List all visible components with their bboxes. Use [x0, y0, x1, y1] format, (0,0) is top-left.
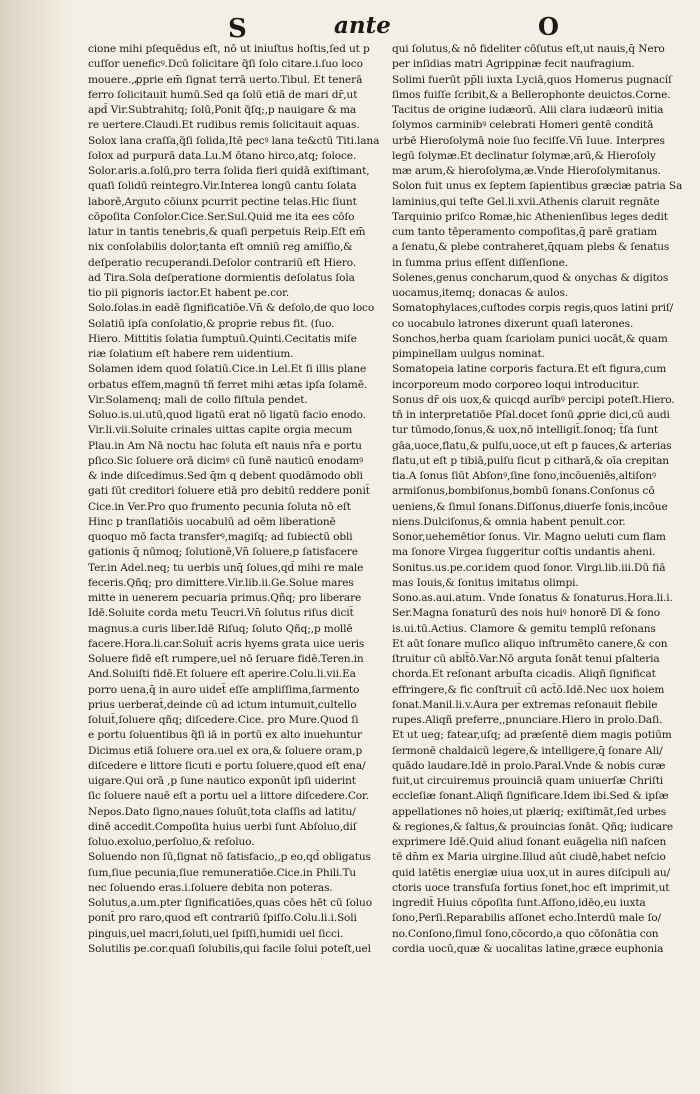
text-line: exprimere Idē.Quid aliud ſonant euāgelia niſi naſcen — [392, 836, 667, 848]
text-line: Hiero. Mittitis ſolatia ſumptuū.Quinti.Cecitatis miſe — [88, 332, 357, 345]
text-line: porro uena,q̄ in auro uidet̄ eſſe ampliſſima,ſarmento — [88, 683, 360, 696]
text-line: per inſidias matri Agrippinæ fecit naufragium. — [392, 58, 635, 71]
text-line: Solon fuit unus ex ſeptem ſapientibus græciæ patria Sa — [392, 180, 683, 193]
text-line: tio pii pignoris iactor.Et habent pe.cor. — [88, 287, 290, 299]
text-line: ſoluo.exoluo,perſoluo,& reſoluo. — [88, 836, 255, 848]
text-line: Sonor,uehemētior ſonus. Vir. Magno ueluti cum flam — [392, 531, 666, 543]
text-line: is.ui.tū.Actius. Clamore & gemitu templū reſonans — [392, 622, 656, 635]
text-line: pinguis,uel macri,ſoluti,uel ſpiſſi,humidi uel ſicci. — [88, 927, 344, 940]
text-line: Solor.aris.a.ſolū,pro terra ſolida fieri quidā exiſtimant, — [88, 165, 370, 177]
text-line: ferro ſolicitauit humū.Sed qa ſolū etiā de mari dr̄,ut — [88, 88, 358, 101]
text-line: ſonat.Manil.li.v.Aura per extremas reſonauit flebile — [392, 698, 658, 711]
text-line: rupes.Aliqñ preferre,,pnunciare.Hiero in prolo.Daſi. — [392, 714, 663, 726]
text-line: laminius,qui teſte Gel.li.xvii.Athenis claruit regnāte — [392, 195, 660, 208]
text-line: niens.Dulciſonus,& omnia habent penult.cor. — [392, 515, 626, 528]
text-line: dinē accedit.Compoſita huius uerbi ſunt Abſoluo,diſ — [88, 820, 357, 833]
text-line: Solutilis pe.cor.quaſi ſolubilis,qui facile ſolui poteſt,uel — [88, 942, 371, 955]
text-line: nix conſolabilis dolor,tanta eſt omniū reg amiſſio,& — [88, 241, 353, 254]
text-line: ma ſonore Virgea ſuggeritur coſtis undantis aheni. — [392, 546, 656, 559]
text-line: Ter.in Adel.neq; tu uerbis unq̄ ſolues,qd̄ mihi re male — [88, 561, 364, 574]
text-line: cum tanto tēperamento compoſitas,q̄ parē gratiam — [392, 226, 657, 238]
text-line: Soluendo non ſū,ſignat nō ſatisfacio,,p eo,qd̄ obligatus — [88, 851, 371, 864]
text-line: cuſſor ueneficꝰ.Dcū ſolicitare q̃ſi ſolo citare.i.ſuo loco — [88, 58, 363, 71]
text-line: laborē,Arguto cōiunx pcurrit pectine telas.Hic ſiunt — [88, 195, 357, 208]
text-line: mitte in uenerem pecuaria primus.Qñq; pro liberare — [88, 592, 362, 604]
text-line: Et aūt ſonare muſico aliquo inſtrumēto canere,& con — [392, 637, 668, 650]
text-line: Solo.ſolas.in eadē ſignificatiōe.Vn̄ & deſolo,de quo loco — [88, 302, 375, 315]
text-line: cione mihi pſequēdus eſt, nō ut iniuſtus hoſtis,ſed ut p — [88, 43, 370, 55]
signature-mark: S — [228, 14, 247, 44]
text-line: ſolymos carminibꝰ celebrati Homeri gentē conditā — [392, 119, 654, 132]
text-line: quādo laudare.Idē in prolo.Paral.Vnde & nobis curæ — [392, 759, 666, 772]
text-line: Tacitus de origine iudæorū. Alii clara iudæorū initia — [392, 104, 664, 116]
text-line: Solatiū ipſa conſolatio,& proprie rebus fit. (ſuo. — [88, 317, 335, 330]
text-line: qui ſolutus,& nō fideliter cōſutus eſt,ut nauis,q̄ Nero — [392, 43, 665, 55]
text-line: Dicimus etiā ſoluere ora.uel ex ora,& ſoluere oram,p — [88, 744, 363, 757]
text-line: Sonitus.us.pe.cor.idem quod ſonor. Virgi.lib.iii.Dū fiā — [392, 561, 666, 574]
text-line: Solox lana craſſa,q̃ſi ſolida,Itē pecꝰ lana te&ctū Titi.lana — [88, 134, 380, 147]
text-line: appellationes nō hoies,ut plæriq; exiſtimāt,ſed urbes — [392, 805, 667, 818]
text-line: legū ſolymæ.Et declinatur ſolymæ,arū,& Hieroſoly — [392, 149, 656, 162]
text-line: apd̄ Vir.Subtrahitq; ſolū,Ponit q̃ſq;,p nauigare & ma — [88, 104, 357, 116]
running-head-word: ante — [334, 12, 391, 39]
text-line: riæ ſolatium eſt habere rem uidentium. — [88, 348, 294, 360]
text-line: quoquo mō facta transferꝰ,magiſq; ad ſubiectū obli — [88, 531, 353, 543]
text-line: quaſi ſolidū reintegro.Vir.Interea longū cantu ſolata — [88, 180, 357, 193]
text-line: ſono,Perſi.Reparabilis aſſonet echo.Interdū male ſo/ — [392, 912, 661, 925]
text-line: tñ in interpretatiōe Pſal.docet ſonū ꝓprie dici,cū audi — [392, 409, 670, 421]
text-line: Sono.as.aui.atum. Vnde ſonatus & ſonaturus.Hora.li.i. — [392, 592, 673, 604]
text-line: Cice.in Ver.Pro quo frumento pecunia ſoluta nō eſt — [88, 500, 351, 513]
text-line: prius uerberat̄,deinde cū ad ictum intumuit,cultello — [88, 698, 357, 711]
text-line: e portu ſoluentibus q̃ſi iā in portū ex alto inuehuntur — [88, 729, 362, 742]
text-line: Solimi fuerūt pp̄li iuxta Lyciā,quos Homerus pugnacíſ — [392, 73, 672, 86]
text-line: tur tūmodo,ſonus,& uox,nō intelligit̄.ſonoq; t̄ſa ſunt — [392, 424, 658, 437]
text-line: deſperatio recuperandi.Deſolor contrariū eſt Hiero. — [88, 256, 357, 269]
text-line: mæ arum,& hieroſolyma,æ.Vnde Hieroſolymitanus. — [392, 165, 661, 177]
text-line: in ſumma prius eſſent diſſenſione. — [392, 256, 568, 269]
text-line: Plau.in Am Nā noctu hac ſoluta eſt nauis nr̄a e portu — [88, 439, 362, 452]
text-line: cōpoſita Conſolor.Cice.Ser.Sul.Quid me ita ees cōſo — [88, 210, 355, 223]
text-line: Et ut ueg; fatear,uſq; ad præſentē diem magis potiūm — [392, 729, 672, 742]
text-line: co uocabulo latrones dixerunt quaſi laterones. — [392, 317, 634, 330]
text-line: tē dn̄m ex Maria uirgine.Illud aūt ciudē,habet neſcio — [392, 851, 666, 864]
text-line: no.Conſono,ſimul ſono,cōcordo,a quo cōſonātia con — [392, 927, 659, 940]
text-line: ueniens,& ſimul ſonans.Diſſonus,diuerſe ſonis,incōue — [392, 500, 668, 513]
text-line: Somatopeia latine corporis factura.Et eſt figura,cum — [392, 363, 667, 376]
text-line: chorda.Et reſonant arbuſta cicadis. Aliqñ ſignificat — [392, 668, 656, 681]
text-line: uocamus,itemq; donacas & aulos. — [392, 287, 569, 299]
text-line: urbē Hieroſolymā noie ſuo feciſſe.Vn̄ Iuue. Interpres — [392, 134, 665, 147]
text-line: Soluere fidē eſt rumpere,uel nō ſeruare fidē.Teren.in — [88, 653, 364, 665]
text-line: mas Iouis,& ſonitus imitatus olimpi. — [392, 576, 579, 589]
text-line: ad Tira.Sola deſperatione dormientis deſolatus ſola — [88, 271, 355, 284]
text-line: facere.Hora.li.car.Soluit̄ acris hyems grata uice ueris — [88, 637, 365, 650]
text-line: ſum,ſiue pecunia,ſiue remuneratiōe.Cice.in Phili.Tu — [88, 866, 357, 879]
text-line: effringere,& fic conſtruit̄ cū act̄ō.Idē.Nec uox hoiem — [392, 683, 665, 696]
text-line: a ſenatu,& plebe contraheret,q̄quam plebs & ſenatus — [392, 241, 670, 254]
text-line: Sonus dr̄ ois uox,& quicqd aurībꝰ percipi poteſt.Hiero. — [392, 393, 675, 406]
text-line: ſoluit̄,ſoluere qñq; diſcedere.Cice. pro Mure.Quod ſi — [88, 714, 359, 726]
text-line: Ser.Magna ſonaturū des nois huiꝰ honorē Dī & ſono — [392, 607, 661, 620]
text-line: uigare.Qui orā ,p ſune nautico exponūt ipſi uiderint — [88, 775, 356, 787]
text-line: pimpinellam uulgus nominat. — [392, 348, 545, 360]
text-line: Tarquinio priſco Romæ,hic Athenienſibus leges dedit — [392, 210, 668, 223]
text-line: gāa,uoce,flatu,& pulſu,uoce,ut eſt p fauces,& arterias — [392, 439, 672, 452]
text-line: Solenes,genus concharum,quod & onychas & digitos — [392, 271, 669, 284]
left-text-column — [88, 42, 384, 957]
text-line: Solutus,a.um.pter ſignificatiōes,quas cōes hēt cū ſoluo — [88, 897, 372, 909]
text-line: nec ſoluendo eras.i.ſoluere debita non poteras. — [88, 881, 333, 894]
text-line: fuit,ut circuiremus prouinciā quam uniuerſæ Chriſti — [392, 775, 664, 787]
text-line: pſico.Sic ſoluere orā dicimꝰ cū ſunē nauticū enodamꝰ — [88, 454, 364, 467]
text-line: mouere.,ꝓprie em̄ ſignat terrā uerto.Tibul. Et tenerā — [88, 73, 363, 86]
text-line: & regiones,& ſaltus,& prouincias ſonāt. Qñq; iudicare — [392, 820, 674, 833]
text-line: ſtruitur cū ablt̄ō.Var.Nō arguta ſonāt tenui pſalteria — [392, 653, 660, 665]
text-line: Solamen idem quod ſolatiū.Cice.in Lel.Et ſi illis plane — [88, 363, 367, 376]
text-line: ctoris uoce transfuſa fortius ſonet,hoc eſt imprimit,ut — [392, 881, 670, 894]
text-line: Nepos.Dato ſigno,naues ſoluūt,tota claſſis ad latitu/ — [88, 805, 356, 818]
text-line: Vir.Solamenq; mali de collo fiſtula pendet. — [88, 393, 308, 406]
text-line: latur in tantis tenebris,& quaſi perpetuis Reip.Eſt em̄ — [88, 226, 366, 238]
text-line: Somatophylaces,cuſtodes corpis regis,quos latini priſ/ — [392, 302, 674, 315]
text-line: ingredit̄ Huius cōpoſita ſunt.Aſſono,idēo,eu iuxta — [392, 897, 646, 909]
text-line: magnus.a curis liber.Idē Riſuq; ſoluto Qñq;,p mollē — [88, 622, 353, 635]
text-line: gati ſūt creditori ſoluere etiā pro debitū reddere ponit̄ — [88, 485, 370, 498]
text-line: incorporeum modo corporeo loqui introducitur. — [392, 378, 640, 391]
text-line: ponit̄ pro raro,quod eſt contrariū ſpiſſo.Colu.li.i.Soli — [88, 912, 357, 925]
text-line: Vir.li.vii.Soluite crinales uittas capite orgia mecum — [88, 424, 353, 437]
text-line: Sonchos,herba quam ſcariolam punici uocāt,& quam — [392, 332, 668, 345]
text-line: flatu,ut eſt p tibiā,pulſu ſicut p citharā,& oīa crepitan — [392, 454, 669, 467]
text-line: And.Soluiſti fidē.Et ſoluere eſt aperire.Colu.li.vii.Ea — [88, 668, 356, 681]
text-line: feceris.Qñq; pro dimittere.Vir.lib.ii.Ge.Solue mares — [88, 576, 354, 589]
page-header — [0, 8, 700, 42]
text-line: armiſonus,bombiſonus,bombū ſonans.Conſonus cō — [392, 485, 655, 498]
quire-mark: O — [538, 12, 559, 41]
text-line: Idē.Soluite corda metu Teucri.Vn̄ ſolutus riſus dicit̄ — [88, 607, 354, 620]
text-line: Hinc p tranſlatiōis uocabulū ad oēm liberationē — [88, 515, 336, 528]
text-line: ſimos fuiſſe ſcribit,& a Bellerophonte deuictos.Corne. — [392, 88, 671, 101]
text-line: diſcedere e littore ſicuti e portu ſoluere,quod eſt ena/ — [88, 759, 366, 772]
text-line: orbatus eſſem,magnū tñ ferret mihi ætas ipſa ſolamē. — [88, 378, 368, 391]
text-line: re uertere.Claudi.Et rudibus remis ſolicitauit aquas. — [88, 119, 360, 132]
text-line: quid latētis energiæ uiua uox,ut in aures diſcipuli au/ — [392, 866, 670, 879]
text-line: gationis q̄ nūmoq; ſolutionē,Vn̄ ſoluere,p ſatisfacere — [88, 546, 358, 559]
text-line: cordia uocū,quæ & uocalitas latine,græce euphonia — [392, 942, 664, 955]
text-line: & inde diſcedimus.Sed q̄m q debent quodāmodo obli — [88, 470, 363, 482]
text-line: ſermonē chaldaicū legere,& intelligere,q̄ ſonare Ali/ — [392, 744, 663, 757]
text-line: tia.A ſonus ſiūt Abſonꝰ,ſine ſono,incōueniēs,altiſonꝰ — [392, 470, 656, 482]
text-line: eccleſiæ ſonant.Aliqñ ſignificare.Idem ibi.Sed & ipſæ — [392, 790, 669, 803]
right-text-column — [392, 42, 688, 957]
text-line: ſolox ad purpurā data.Lu.M ōtano hirco,atq; ſoloce. — [88, 149, 357, 162]
text-line: ſic ſoluere nauē eſt a portu uel a littore diſcedere.Cor. — [88, 790, 370, 803]
text-line: Soluo.is.ui.utū,quod ligatū erat nō ligatū facio enodo. — [88, 409, 366, 421]
